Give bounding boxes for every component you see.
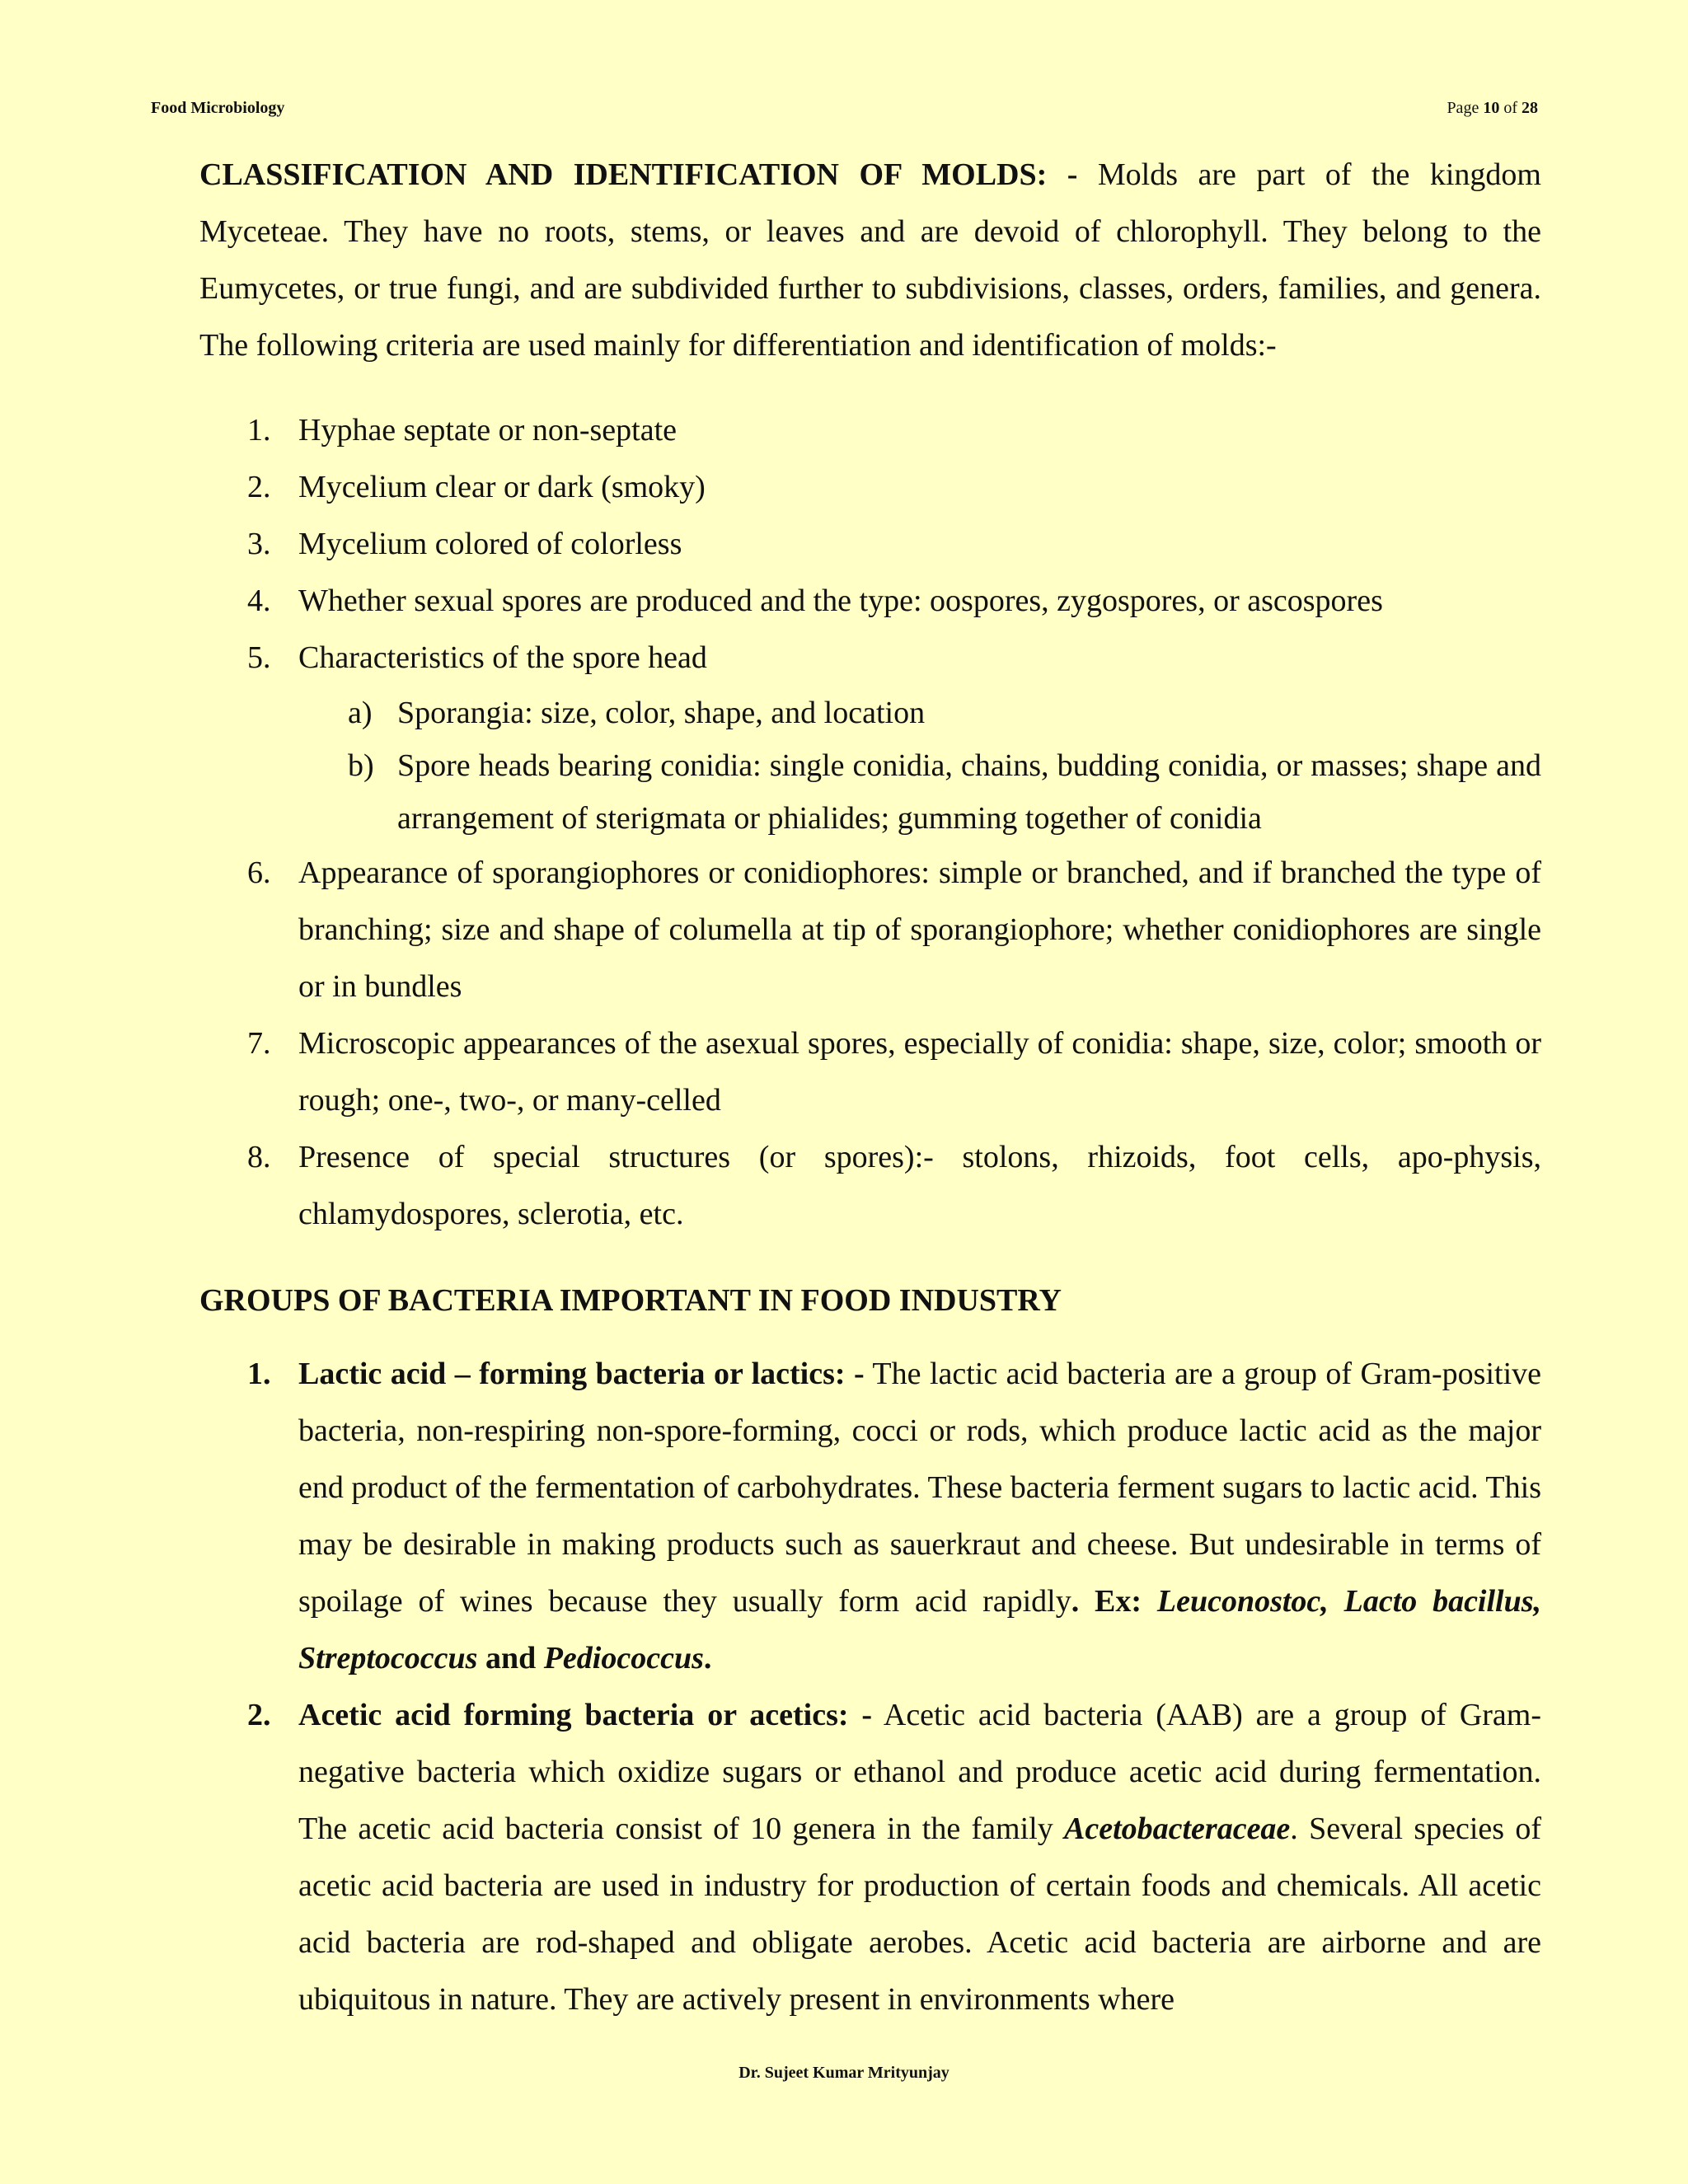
list-item: 1. Lactic acid – forming bacteria or lactics: - The lactic acid bacteria are a group of Gram-positive bacteria, non-respiring non-spore-forming, cocci or rods, which produce lactic acid as the major end product of the fermentation of carbohydrates. These bacteria ferment sugars to lactic acid. This may be desirable in making products such as sauerkraut and cheese. But undesirable in terms of spoilage of wines because they usually form acid rapidly. Ex: Leuconostoc, Lacto bacillus, Streptococcus and Pediococcus. (247, 1357, 1542, 1675)
list-item: 2. Acetic acid forming bacteria or acetics: - Acetic acid bacteria (AAB) are a group of Gram-negative bacteria which oxidize sugars or ethanol and produce acetic acid during fermentation. The acetic acid bacteria consist of 10 genera in the family Acetobacteraceae. Several species of acetic acid bacteria are used in industry for production of certain foods and chemicals. All acetic acid bacteria are rod-shaped and obligate aerobes. Acetic acid bacteria are airborne and are ubiquitous in nature. They are actively present in environments where (247, 1698, 1541, 2017)
molds-heading: CLASSIFICATION AND IDENTIFICATION OF MOLDS: - (199, 157, 1078, 192)
page-number: Page 10 of 28 (1447, 99, 1538, 117)
footer-author: Dr. Sujeet Kumar Mrityunjay (738, 2064, 950, 2082)
list-item: 4. Whether sexual spores are produced and the type: oospores, zygospores, or ascospores (247, 583, 1383, 618)
page-body (199, 147, 1541, 2028)
list-item: 8. Presence of special structures (or spores):- stolons, rhizoids, foot cells, apo-physis, chlamydospores, sclerotia, etc. (247, 1140, 1541, 1231)
spore-head-sublist (298, 687, 1541, 845)
list-item: 2. Mycelium clear or dark (smoky) (247, 470, 706, 504)
molds-criteria-list (199, 402, 1541, 1243)
list-item: 1. Hyphae septate or non-septate (247, 413, 677, 448)
list-item: 7. Microscopic appearances of the asexual spores, especially of conidia: shape, size, color; smooth or rough; one-, two-, or many-celled (247, 1026, 1541, 1118)
list-item: a) Sporangia: size, color, shape, and location (348, 696, 926, 730)
list-item: 3. Mycelium colored of colorless (247, 527, 682, 561)
molds-intro: CLASSIFICATION AND IDENTIFICATION OF MOLDS: - Molds are part of the kingdom Myceteae. They have no roots, stems, or leaves and are devoid of chlorophyll. They belong to the Eumycetes, or true fungi, and are subdivided further to subdivisions, classes, orders, families, and genera. The following criteria are used mainly for differentiation and identification of molds:- (199, 157, 1541, 363)
list-item: 5. Characteristics of the spore head a) Sporangia: size, color, shape, and location b) Spore heads bearing conidia: single conidia, chains, budding conidia, or masses; shape and arrangement of sterigmata or phialides; gumming together of conidia (199, 630, 1541, 845)
list-item: b) Spore heads bearing conidia: single conidia, chains, budding conidia, or masses; shape and arrangement of sterigmata or phialides; gumming together of conidia (348, 748, 1541, 836)
bacteria-heading: GROUPS OF BACTERIA IMPORTANT IN FOOD INDUSTRY (199, 1283, 1062, 1318)
list-item: 6. Appearance of sporangiophores or conidiophores: simple or branched, and if branched the type of branching; size and shape of columella at tip of sporangiophore; whether conidiophores are single or in bundles (247, 855, 1541, 1004)
running-header-title: Food Microbiology (151, 99, 285, 117)
bacteria-groups-list (199, 1346, 1541, 2028)
